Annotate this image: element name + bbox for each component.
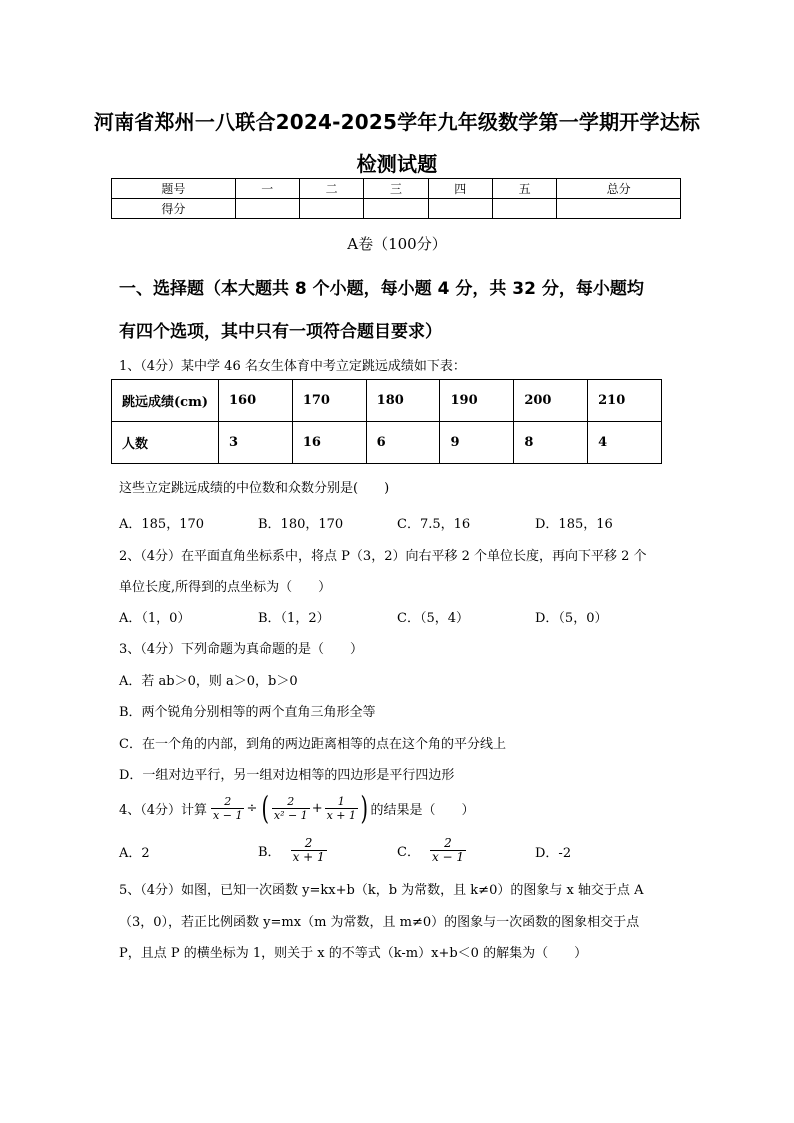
- q3-option-b[interactable]: B．两个锐角分别相等的两个直角三角形全等: [119, 705, 376, 720]
- fraction-numerator: 2: [430, 837, 466, 851]
- paper-a-heading: A卷（100分）: [347, 235, 447, 253]
- q1-option-b[interactable]: B．180，170: [258, 517, 344, 532]
- q3-stem: 3、（4分）下列命题为真命题的是（ ）: [119, 642, 364, 657]
- q1-table-row-distance: [112, 380, 662, 422]
- q2-option-b[interactable]: B．（1，2）: [258, 611, 330, 626]
- q3-option-a[interactable]: A．若 ab＞0，则 a＞0，b＞0: [119, 674, 298, 689]
- fraction-denominator: x + 1: [292, 849, 325, 864]
- q2-stem-line1: 2、（4分）在平面直角坐标系中，将点 P（3，2）向右平移 2 个单位长度，再向下平移 2 个: [119, 549, 647, 564]
- q4-option-c-label: C．: [397, 844, 420, 860]
- q2-option-c[interactable]: C．（5，4）: [397, 611, 469, 626]
- fraction-numerator: 2: [272, 795, 310, 809]
- fraction-numerator: 2: [291, 837, 327, 851]
- score-input-cell[interactable]: [299, 199, 363, 219]
- plus-sign: +: [311, 800, 323, 816]
- score-table-header-row: [112, 179, 681, 199]
- q4-option-b-label: B．: [258, 844, 281, 860]
- score-cell: 总分: [557, 179, 681, 199]
- q1-table-row-count: [112, 422, 662, 464]
- left-paren-icon: (: [261, 789, 270, 827]
- page-title-line2: 检测试题: [356, 152, 438, 176]
- q1-table-cell: 170: [292, 380, 366, 422]
- section1-heading-line2: 有四个选项，其中只有一项符合题目要求）: [119, 322, 442, 342]
- q1-table-cell: 人数: [112, 422, 219, 464]
- right-paren-icon: ): [360, 789, 369, 827]
- q4-option-a[interactable]: A．2: [119, 846, 150, 861]
- q1-table-cell: 9: [440, 422, 514, 464]
- page-title-line1: 河南省郑州一八联合2024-2025学年九年级数学第一学期开学达标: [93, 110, 701, 134]
- q4-stem: [119, 788, 475, 828]
- score-label-cell: 得分: [112, 199, 236, 219]
- score-input-cell[interactable]: [428, 199, 492, 219]
- q4-fraction-2: [272, 795, 310, 822]
- q4-suffix: 的结果是（ ）: [370, 802, 475, 818]
- q2-option-a[interactable]: A．（1，0）: [119, 611, 191, 626]
- q4-option-d[interactable]: D．-2: [535, 846, 572, 861]
- divide-sign: ÷: [246, 800, 258, 816]
- section1-heading-line1: 一、选择题（本大题共 8 个小题，每小题 4 分，共 32 分，每小题均: [119, 279, 644, 299]
- q1-table-cell: 4: [588, 422, 662, 464]
- fraction-denominator: x − 1: [431, 849, 465, 864]
- q4-fraction-3: [325, 795, 358, 822]
- q1-table-cell: 190: [440, 380, 514, 422]
- fraction-denominator: x − 1: [213, 808, 243, 822]
- q5-stem-line3: P，且点 P 的横坐标为 1，则关于 x 的不等式（k-m）x+b＜0 的解集为（ ）: [119, 946, 588, 961]
- score-cell: 三: [364, 179, 428, 199]
- score-input-cell[interactable]: [557, 199, 681, 219]
- q1-table-cell: 8: [514, 422, 588, 464]
- q1-table-cell: 180: [366, 380, 440, 422]
- q1-table-cell: 跳远成绩(cm): [112, 380, 219, 422]
- score-input-cell[interactable]: [492, 199, 556, 219]
- q2-stem-line2: 单位长度,所得到的点坐标为（ ）: [119, 580, 332, 595]
- q1-option-a[interactable]: A．185，170: [119, 517, 205, 532]
- q4-fraction-1: [211, 795, 244, 822]
- score-table: [111, 178, 681, 219]
- q1-option-c[interactable]: C．7.5，16: [397, 517, 471, 532]
- q1-stem: 1、（4分）某中学 46 名女生体育中考立定跳远成绩如下表：: [119, 359, 466, 374]
- q4-option-c[interactable]: [397, 832, 466, 868]
- score-cell: 一: [235, 179, 299, 199]
- score-cell: 二: [299, 179, 363, 199]
- q1-table-cell: 3: [219, 422, 293, 464]
- q2-option-d[interactable]: D．（5，0）: [535, 611, 608, 626]
- score-table-score-row: [112, 199, 681, 219]
- q1-question: 这些立定跳远成绩的中位数和众数分别是( ): [119, 481, 390, 496]
- q1-table-cell: 210: [588, 380, 662, 422]
- score-input-cell[interactable]: [235, 199, 299, 219]
- q3-option-d[interactable]: D．一组对边平行，另一组对边相等的四边形是平行四边形: [119, 768, 455, 783]
- q4-option-c-fraction: [430, 837, 466, 864]
- score-input-cell[interactable]: [364, 199, 428, 219]
- score-cell: 题号: [112, 179, 236, 199]
- q1-table-cell: 16: [292, 422, 366, 464]
- fraction-denominator: x² − 1: [273, 808, 308, 822]
- fraction-numerator: 1: [325, 795, 358, 809]
- score-cell: 五: [492, 179, 556, 199]
- fraction-numerator: 2: [211, 795, 244, 809]
- q1-table-cell: 6: [366, 422, 440, 464]
- q5-stem-line1: 5、（4分）如图，已知一次函数 y=kx+b（k，b 为常数，且 k≠0）的图象与 x 轴交于点 A: [119, 883, 644, 898]
- q5-stem-line2: （3，0），若正比例函数 y=mx（m 为常数，且 m≠0）的图象与一次函数的图象相交于点: [119, 915, 640, 930]
- q4-option-b-fraction: [291, 837, 327, 864]
- q4-prefix: 4、（4分）计算: [119, 802, 208, 818]
- score-cell: 四: [428, 179, 492, 199]
- q3-option-c[interactable]: C．在一个角的内部，到角的两边距离相等的点在这个角的平分线上: [119, 737, 506, 752]
- q1-option-d[interactable]: D．185，16: [535, 517, 613, 532]
- q1-data-table: [111, 379, 662, 464]
- q4-option-b[interactable]: [258, 832, 327, 868]
- fraction-denominator: x + 1: [326, 808, 357, 822]
- q1-table-cell: 200: [514, 380, 588, 422]
- q1-table-cell: 160: [219, 380, 293, 422]
